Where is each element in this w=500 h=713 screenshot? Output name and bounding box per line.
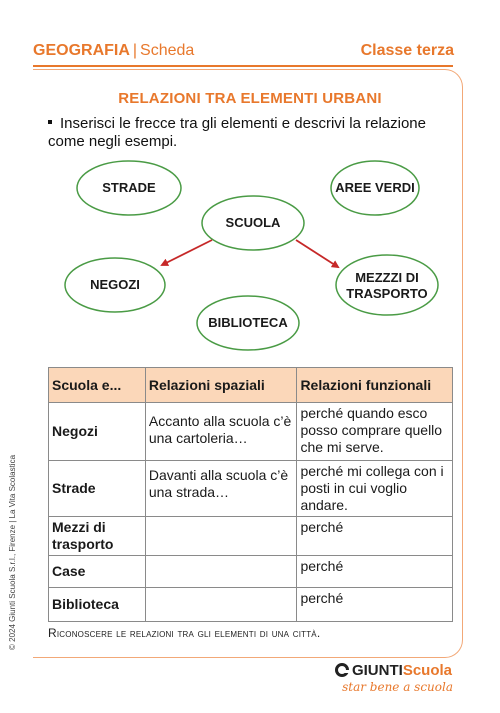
arrow-scuola-negozi	[162, 240, 212, 265]
table-row	[49, 461, 453, 517]
learning-objective: Riconoscere le relazioni tra gli elementi di una città.	[48, 626, 321, 640]
table-header-row	[49, 368, 453, 403]
col-header-functional: Relazioni funzionali	[297, 368, 453, 403]
giunti-logo-icon	[335, 663, 349, 677]
node-label-scuola: SCUOLA	[225, 215, 281, 230]
row-label: Negozi	[49, 403, 146, 461]
functional-cell[interactable]: perché	[297, 588, 453, 622]
logo-brand-scuola: Scuola	[402, 662, 452, 679]
logo-brand: GIUNTI	[351, 662, 403, 679]
row-label: Biblioteca	[49, 588, 146, 622]
grade-label: Classe terza	[360, 42, 454, 59]
col-header-spatial: Relazioni spaziali	[145, 368, 297, 403]
node-label-aree-verdi: AREE VERDI	[335, 180, 415, 195]
publisher-logo	[335, 662, 452, 679]
table-row	[49, 588, 453, 622]
subject-label: GEOGRAFIA	[33, 42, 130, 59]
spatial-cell[interactable]	[145, 556, 297, 588]
functional-cell[interactable]: perché	[297, 517, 453, 556]
spatial-cell[interactable]: Accanto alla scuola c’è una cartoleria…	[145, 403, 297, 461]
row-label: Case	[49, 556, 146, 588]
spatial-cell[interactable]	[145, 588, 297, 622]
table-row	[49, 517, 453, 556]
worksheet-title: RELAZIONI TRA ELEMENTI URBANI	[118, 90, 382, 107]
node-label-negozi: NEGOZI	[90, 277, 140, 292]
functional-cell[interactable]: perché mi collega con i posti in cui voglio andare.	[297, 461, 453, 517]
row-label: Mezzi di trasporto	[49, 517, 146, 556]
spatial-cell[interactable]	[145, 517, 297, 556]
col-header-scuola: Scuola e...	[49, 368, 146, 403]
functional-cell[interactable]: perché	[297, 556, 453, 588]
row-label: Strade	[49, 461, 146, 517]
node-label-strade: STRADE	[102, 180, 156, 195]
relations-table	[48, 367, 453, 622]
table-row	[49, 556, 453, 588]
sheet-type-label: Scheda	[140, 42, 195, 59]
instruction-text: Inserisci le frecce tra gli elementi e descrivi la relazione come negli esempi.	[48, 115, 426, 150]
publisher-tagline: star bene a scuola	[342, 680, 453, 694]
copyright-notice: © 2024 Giunti Scuola S.r.l., Firenze | La Vita Scolastica	[8, 454, 17, 650]
header-separator: |	[132, 42, 138, 59]
spatial-cell[interactable]: Davanti alla scuola c’è una strada…	[145, 461, 297, 517]
arrow-scuola-mezzi	[296, 240, 338, 267]
node-label-mezzi: MEZZZI DI TRASPORTO	[346, 270, 428, 301]
table-row	[49, 403, 453, 461]
functional-cell[interactable]: perché quando esco posso comprare quello che mi serve.	[297, 403, 453, 461]
node-label-biblioteca: BIBLIOTECA	[208, 315, 288, 330]
